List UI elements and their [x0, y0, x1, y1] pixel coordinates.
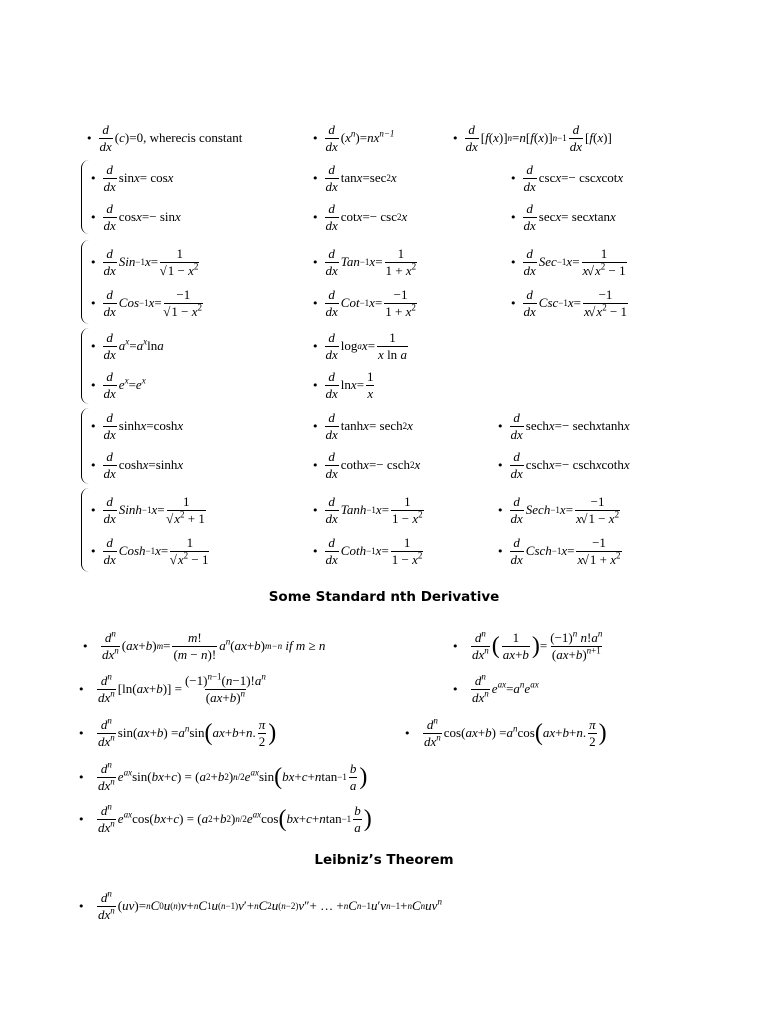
formula-row-inverse-hyperbolic-1	[0, 490, 768, 530]
formula-arccsc: • d dx Csc −1 x = −1 x √ $x^2 - 1$	[510, 283, 630, 323]
formula-nth-log: • $d^n$ $dx^n$ [ln( ax + b )] = $(-1)^{n-1}(n-1)!a^n$ $(ax+b)^n$	[78, 671, 266, 705]
formula-row-nth-1	[0, 624, 768, 668]
formula-sin: • d dx sin x = cos x	[90, 161, 174, 194]
section-heading-leibniz: Leibniz’s Theorem	[314, 852, 454, 868]
formula-sech: • d dx sech x =− sech x tanh x	[497, 409, 630, 442]
formula-e-power-x: • d dx $e^x$ = $e^x$	[90, 368, 146, 401]
formula-row-hyperbolic-2	[0, 445, 768, 485]
formula-row-inverse-trig-1	[0, 242, 768, 282]
formula-row-hyperbolic-1	[0, 406, 768, 446]
formula-arcsch: • d dx Csch −1 x = −1 x √ $1 + x^2$	[497, 531, 624, 571]
formula-tanh: • d dx tanh x = sech 2 x	[312, 409, 413, 442]
formula-log-base-a: • d dx log a x = 1 x ln a	[312, 329, 407, 362]
formula-arctan: • d dx Tan −1 x = 1 $1 + x^2$	[312, 245, 417, 278]
formula-sec: • d dx sec x = sec x tan x	[510, 200, 616, 233]
formula-row-inverse-trig-2	[0, 283, 768, 323]
formula-arsech: • d dx Sech −1 x = −1 x √ $1 - x^2$	[497, 490, 622, 530]
formula-ln: • d dx ln x = 1 x	[312, 368, 374, 401]
formula-coth: • d dx coth x =− csch 2 x	[312, 448, 421, 481]
formula-arcoth: • d dx Coth −1 x = 1 $1 - x^2$	[312, 534, 423, 567]
formula-row-nth-5	[0, 798, 768, 840]
formula-row-nth-4	[0, 756, 768, 798]
formula-nth-sin: • $d^n$ $dx^n$ sin( ax + b ) = $a^n$ sin ( ax + b + n . π 2 )	[78, 715, 277, 749]
formula-leibniz-theorem: • $d^n$ $dx^n$ ( uv )= n C 0 u (n) v + n C 1 u (n−1) v ′+ n C 2 u (n−2) v ″+ … + n C n−1 u ′ v n−1 + n C n $uv^n$	[78, 888, 442, 922]
formula-nth-exponential: • $d^n$ $dx^n$ $e^{ax}$ = $a^ne^{ax}$	[452, 671, 539, 705]
formula-sinh: • d dx sinh x =cosh x	[90, 409, 184, 442]
formula-row-exp-2	[0, 365, 768, 405]
formula-nth-reciprocal: • $d^n$ $dx^n$ ( 1 ax+b ) = $(-1)^n$ $n!a^n$ $(ax+b)^{n+1}$	[452, 628, 603, 662]
formula-row-trig-2	[0, 197, 768, 237]
formula-a-power-x: • d dx $a^x$ = $a^x$ ln a	[90, 329, 164, 362]
formula-arsinh: • d dx Sinh −1 x = 1 √ $x^2 + 1$	[90, 490, 208, 530]
formula-row-trig-1	[0, 158, 768, 198]
formula-row-nth-3	[0, 712, 768, 754]
formula-cot: • d dx cot x =− csc 2 x	[312, 200, 408, 233]
constant-variable: c	[181, 130, 188, 145]
formula-cos: • d dx cos x =− sin x	[90, 200, 181, 233]
condition-m-ge-n: m ≥ n	[295, 638, 326, 653]
formula-csc: • d dx csc x =− csc x cot x	[510, 161, 624, 194]
formula-cosh: • d dx cosh x =sinh x	[90, 448, 184, 481]
formula-arcsin: • d dx Sin −1 x = 1 √ $1 - x^2$	[90, 242, 201, 282]
formula-row-inverse-hyperbolic-2	[0, 531, 768, 571]
formula-general-power-rule: • d dx [ f ( x )] n = n [ f ( x )] n−1 d dx [ f ( x )]	[452, 121, 612, 154]
formula-row-exp-1	[0, 326, 768, 366]
formula-arccos: • d dx Cos −1 x = −1 √ $1 - x^2$	[90, 283, 205, 323]
formula-nth-exp-sin: • $d^n$ $dx^n$ $e^{ax}$ sin( bx + c ) = ( a 2 + b 2 ) n/2 $e^{ax}$ sin ( bx + c + n tan −1 b a )	[78, 759, 368, 793]
formula-arccot: • d dx Cot −1 x = −1 $1 + x^2$	[312, 286, 416, 319]
formula-row-basic	[0, 118, 768, 158]
constant-note: , where	[143, 130, 182, 145]
formula-derivative-constant: • d dx ( c )=0 , where c is constant	[86, 121, 243, 154]
formula-arcsec: • d dx Sec −1 x = 1 x √ $x^2 - 1$	[510, 242, 629, 282]
formula-row-nth-2	[0, 668, 768, 710]
formula-nth-power: • $d^n$ $dx^n$ ( ax + b ) m = m! (m − n)! $a^n$ ( ax + b ) m−n if m ≥ n	[82, 628, 326, 662]
formula-artanh: • d dx Tanh −1 x = 1 $1 - x^2$	[312, 493, 423, 526]
constant-note-tail: is constant	[187, 130, 243, 145]
formula-power-rule: • d dx ( $x^n$ )= $nx^{n-1}$	[312, 121, 395, 154]
formula-nth-cos: • $d^n$ $dx^n$ cos( ax + b ) = $a^n$ cos ( ax + b + n . π 2 )	[404, 715, 607, 749]
formula-tan: • d dx tan x =sec 2 x	[312, 161, 397, 194]
section-heading-nth-derivative: Some Standard nth Derivative	[268, 589, 500, 605]
formula-csch: • d dx csch x =− csch x coth x	[497, 448, 630, 481]
formula-row-leibniz	[0, 884, 768, 928]
condition-if: if	[285, 638, 293, 653]
formula-nth-exp-cos: • $d^n$ $dx^n$ $e^{ax}$ cos( bx + c ) = ( a 2 + b 2 ) n/2 $e^{ax}$ cos ( bx + c + n tan −1 b a )	[78, 801, 372, 835]
formula-arcosh: • d dx Cosh −1 x = 1 √ $x^2 - 1$	[90, 531, 211, 571]
